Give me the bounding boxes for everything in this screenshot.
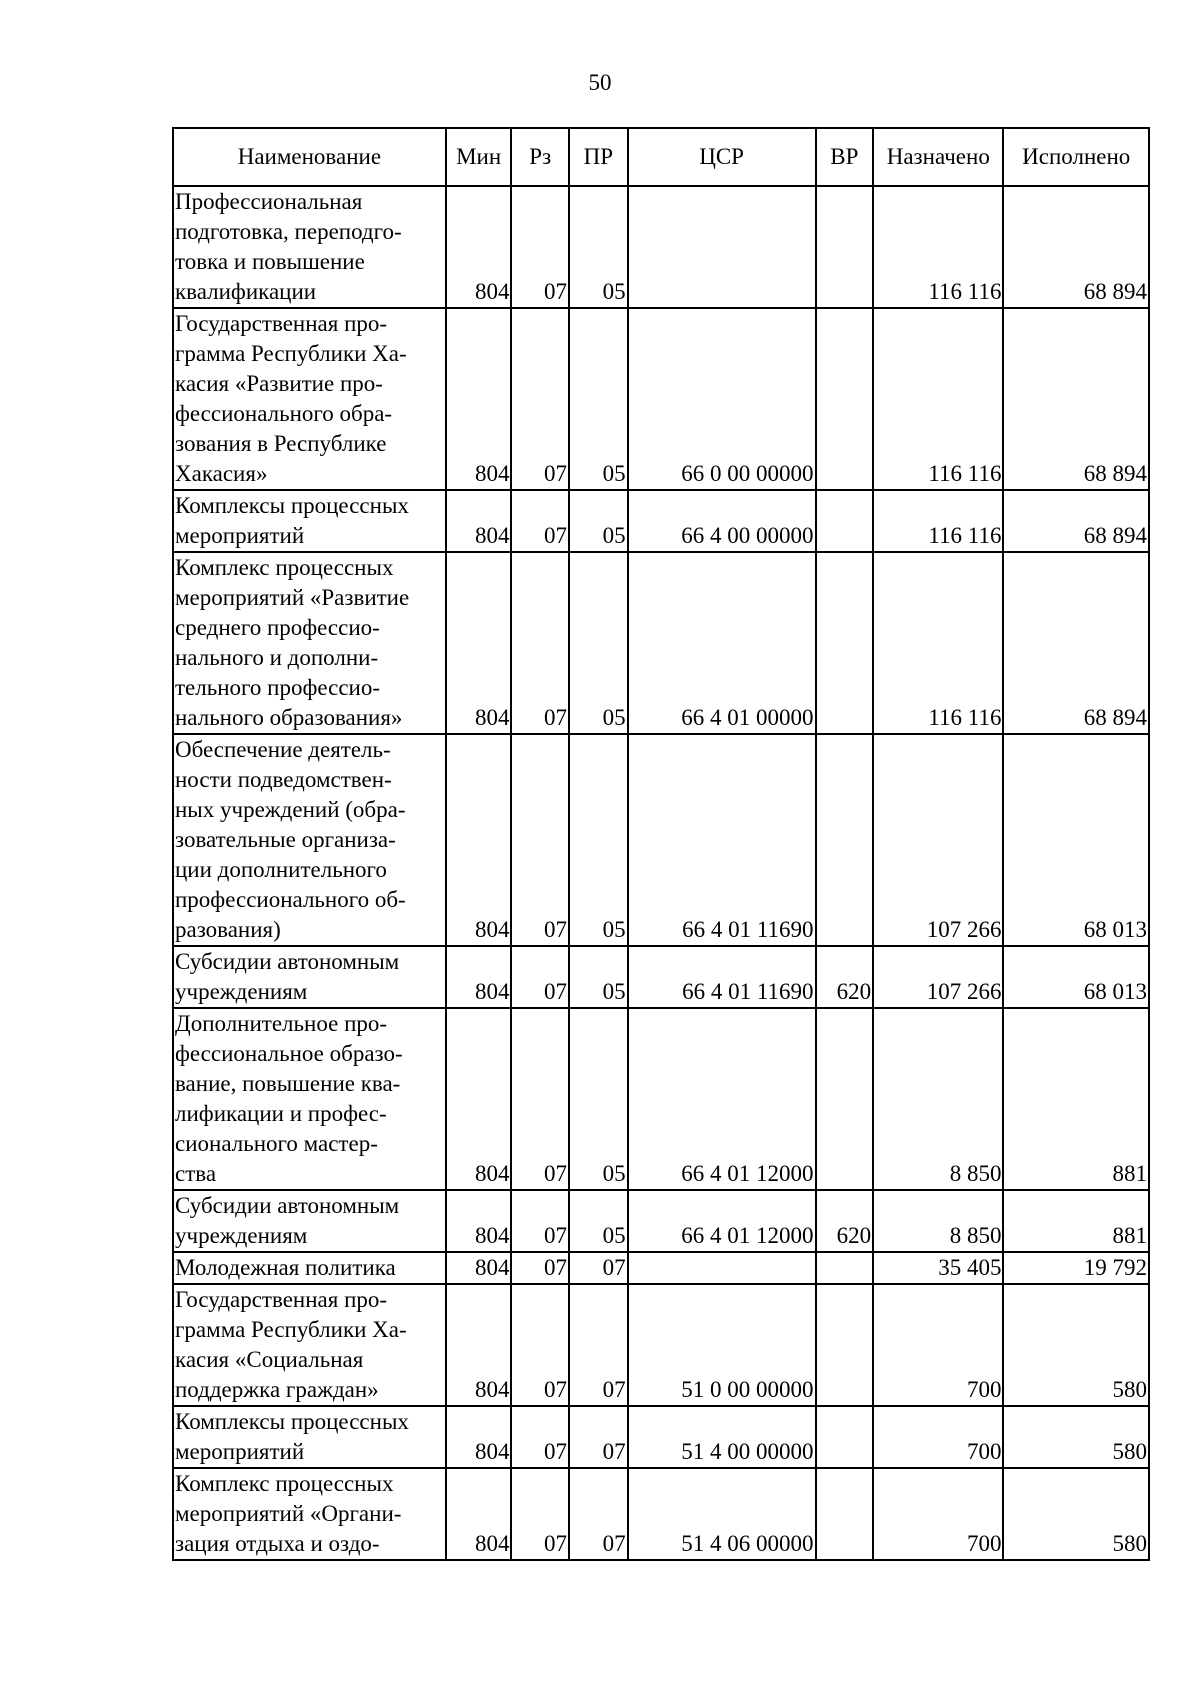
cell-csr: 66 4 01 11690 xyxy=(628,734,816,946)
cell-name-line: ных учреждений (обра- xyxy=(175,797,406,822)
cell-min: 804 xyxy=(446,1190,512,1252)
cell-name-line: касия «Развитие про- xyxy=(175,371,383,396)
cell-rz: 07 xyxy=(511,1190,569,1252)
cell-assigned: 8 850 xyxy=(873,1008,1003,1190)
cell-rz: 07 xyxy=(511,1252,569,1284)
cell-name xyxy=(173,490,446,552)
cell-pr: 05 xyxy=(569,734,628,946)
cell-assigned: 116 116 xyxy=(873,552,1003,734)
cell-rz: 07 xyxy=(511,490,569,552)
cell-name-line: Профессиональная xyxy=(175,189,363,214)
cell-csr xyxy=(628,1252,816,1284)
cell-pr: 05 xyxy=(569,308,628,490)
cell-name-line: мероприятий xyxy=(175,523,305,548)
page-number: 50 xyxy=(588,70,612,95)
cell-name-line: Обеспечение деятель- xyxy=(175,737,391,762)
cell-rz: 07 xyxy=(511,1284,569,1406)
cell-name-line: Комплекс процессных xyxy=(175,1471,394,1496)
cell-name-line: профессионального об- xyxy=(175,887,406,912)
table-row xyxy=(173,946,1149,1008)
cell-name-line: Субсидии автономным xyxy=(175,949,400,974)
cell-name-line: фессиональное образо- xyxy=(175,1041,403,1066)
cell-executed: 580 xyxy=(1003,1468,1149,1560)
cell-vr xyxy=(816,1252,874,1284)
cell-name-line: Молодежная политика xyxy=(175,1255,396,1280)
cell-vr xyxy=(816,1406,874,1468)
cell-pr: 05 xyxy=(569,1008,628,1190)
cell-name-line: зовательные организа- xyxy=(175,827,396,852)
cell-min: 804 xyxy=(446,734,512,946)
cell-vr xyxy=(816,734,874,946)
cell-name xyxy=(173,1190,446,1252)
cell-rz: 07 xyxy=(511,734,569,946)
cell-csr: 51 4 00 00000 xyxy=(628,1406,816,1468)
cell-rz: 07 xyxy=(511,186,569,308)
cell-pr: 07 xyxy=(569,1284,628,1406)
header-executed: Исполнено xyxy=(1003,128,1149,186)
cell-csr: 66 4 01 12000 xyxy=(628,1008,816,1190)
cell-name xyxy=(173,1008,446,1190)
cell-name-line: среднего профессио- xyxy=(175,615,380,640)
cell-executed: 68 894 xyxy=(1003,186,1149,308)
cell-name-line: зования в Республике xyxy=(175,431,387,456)
cell-name-line: подготовка, переподго- xyxy=(175,219,402,244)
cell-name-line: поддержка граждан» xyxy=(175,1377,379,1402)
cell-assigned: 700 xyxy=(873,1406,1003,1468)
cell-name xyxy=(173,734,446,946)
cell-pr: 07 xyxy=(569,1468,628,1560)
table-row xyxy=(173,186,1149,308)
cell-name-line: учреждениям xyxy=(175,979,308,1004)
cell-name-line: разования) xyxy=(175,917,281,942)
table-row xyxy=(173,308,1149,490)
table-row xyxy=(173,1252,1149,1284)
cell-assigned: 116 116 xyxy=(873,490,1003,552)
cell-name-line: товка и повышение xyxy=(175,249,365,274)
cell-name-line: грамма Республики Ха- xyxy=(175,341,407,366)
header-csr: ЦСР xyxy=(628,128,816,186)
cell-executed: 68 894 xyxy=(1003,490,1149,552)
cell-name-line: фессионального обра- xyxy=(175,401,393,426)
cell-csr xyxy=(628,186,816,308)
cell-csr: 51 0 00 00000 xyxy=(628,1284,816,1406)
cell-assigned: 107 266 xyxy=(873,734,1003,946)
cell-assigned: 700 xyxy=(873,1468,1003,1560)
cell-name-line: Комплексы процессных xyxy=(175,1409,409,1434)
cell-name-line: Дополнительное про- xyxy=(175,1011,388,1036)
cell-name-line: Комплексы процессных xyxy=(175,493,409,518)
cell-name-line: мероприятий «Органи- xyxy=(175,1501,402,1526)
cell-csr: 66 4 01 00000 xyxy=(628,552,816,734)
cell-vr xyxy=(816,552,874,734)
cell-assigned: 116 116 xyxy=(873,186,1003,308)
cell-min: 804 xyxy=(446,1252,512,1284)
cell-executed: 19 792 xyxy=(1003,1252,1149,1284)
cell-csr: 66 4 01 11690 xyxy=(628,946,816,1008)
table-header-row xyxy=(173,128,1149,186)
cell-name-line: касия «Социальная xyxy=(175,1347,364,1372)
cell-executed: 881 xyxy=(1003,1008,1149,1190)
cell-name-line: Субсидии автономным xyxy=(175,1193,400,1218)
cell-name xyxy=(173,1284,446,1406)
cell-min: 804 xyxy=(446,1406,512,1468)
cell-csr: 66 0 00 00000 xyxy=(628,308,816,490)
cell-rz: 07 xyxy=(511,946,569,1008)
cell-executed: 580 xyxy=(1003,1284,1149,1406)
cell-name-line: ции дополнительного xyxy=(175,857,387,882)
header-pr: ПР xyxy=(569,128,628,186)
cell-name-line: Хакасия» xyxy=(175,461,268,486)
cell-rz: 07 xyxy=(511,1008,569,1190)
cell-vr xyxy=(816,1468,874,1560)
cell-name-line: Государственная про- xyxy=(175,1287,388,1312)
cell-pr: 05 xyxy=(569,490,628,552)
cell-pr: 05 xyxy=(569,186,628,308)
cell-name xyxy=(173,1252,446,1284)
cell-name xyxy=(173,1468,446,1560)
cell-name-line: лификации и профес- xyxy=(175,1101,387,1126)
cell-min: 804 xyxy=(446,186,512,308)
cell-name-line: вание, повышение ква- xyxy=(175,1071,401,1096)
cell-name xyxy=(173,946,446,1008)
cell-name-line: нального и дополни- xyxy=(175,645,379,670)
cell-name-line: грамма Республики Ха- xyxy=(175,1317,407,1342)
cell-vr xyxy=(816,308,874,490)
cell-rz: 07 xyxy=(511,552,569,734)
cell-name-line: учреждениям xyxy=(175,1223,308,1248)
cell-name-line: квалификации xyxy=(175,279,317,304)
cell-name-line: мероприятий xyxy=(175,1439,305,1464)
cell-min: 804 xyxy=(446,1468,512,1560)
cell-assigned: 700 xyxy=(873,1284,1003,1406)
table-row xyxy=(173,734,1149,946)
header-rz: Рз xyxy=(511,128,569,186)
cell-assigned: 35 405 xyxy=(873,1252,1003,1284)
cell-vr xyxy=(816,1008,874,1190)
cell-pr: 05 xyxy=(569,946,628,1008)
table-body xyxy=(173,186,1149,1560)
cell-name xyxy=(173,552,446,734)
cell-name xyxy=(173,186,446,308)
cell-csr: 51 4 06 00000 xyxy=(628,1468,816,1560)
cell-rz: 07 xyxy=(511,1406,569,1468)
cell-rz: 07 xyxy=(511,1468,569,1560)
cell-min: 804 xyxy=(446,946,512,1008)
cell-assigned: 116 116 xyxy=(873,308,1003,490)
cell-name-line: тельного профессио- xyxy=(175,675,381,700)
cell-pr: 05 xyxy=(569,1190,628,1252)
cell-name-line: нального образования» xyxy=(175,705,403,730)
table-row xyxy=(173,552,1149,734)
cell-csr: 66 4 01 12000 xyxy=(628,1190,816,1252)
header-assigned: Назначено xyxy=(873,128,1003,186)
cell-rz: 07 xyxy=(511,308,569,490)
table-row xyxy=(173,1406,1149,1468)
table-row xyxy=(173,490,1149,552)
cell-name-line: сионального мастер- xyxy=(175,1131,378,1156)
cell-name xyxy=(173,308,446,490)
table-row xyxy=(173,1190,1149,1252)
cell-name-line: зация отдыха и оздо- xyxy=(175,1531,380,1556)
cell-min: 804 xyxy=(446,308,512,490)
cell-vr xyxy=(816,1284,874,1406)
header-min: Мин xyxy=(446,128,512,186)
cell-min: 804 xyxy=(446,490,512,552)
cell-assigned: 107 266 xyxy=(873,946,1003,1008)
cell-vr: 620 xyxy=(816,946,874,1008)
cell-executed: 68 894 xyxy=(1003,552,1149,734)
table-row xyxy=(173,1468,1149,1560)
cell-name-line: ности подведомствен- xyxy=(175,767,392,792)
cell-csr: 66 4 00 00000 xyxy=(628,490,816,552)
cell-min: 804 xyxy=(446,1008,512,1190)
cell-executed: 68 894 xyxy=(1003,308,1149,490)
cell-name-line: ства xyxy=(175,1161,217,1186)
cell-pr: 07 xyxy=(569,1406,628,1468)
cell-executed: 68 013 xyxy=(1003,734,1149,946)
cell-vr: 620 xyxy=(816,1190,874,1252)
cell-assigned: 8 850 xyxy=(873,1190,1003,1252)
cell-name-line: Комплекс процессных xyxy=(175,555,394,580)
cell-name-line: мероприятий «Развитие xyxy=(175,585,410,610)
header-vr: ВР xyxy=(816,128,874,186)
cell-vr xyxy=(816,186,874,308)
cell-executed: 68 013 xyxy=(1003,946,1149,1008)
cell-vr xyxy=(816,490,874,552)
cell-executed: 881 xyxy=(1003,1190,1149,1252)
cell-executed: 580 xyxy=(1003,1406,1149,1468)
cell-min: 804 xyxy=(446,1284,512,1406)
table-row xyxy=(173,1008,1149,1190)
cell-min: 804 xyxy=(446,552,512,734)
cell-name-line: Государственная про- xyxy=(175,311,388,336)
cell-name xyxy=(173,1406,446,1468)
cell-pr: 07 xyxy=(569,1252,628,1284)
header-name: Наименование xyxy=(173,128,446,186)
cell-pr: 05 xyxy=(569,552,628,734)
budget-table xyxy=(172,127,1150,1561)
table-row xyxy=(173,1284,1149,1406)
